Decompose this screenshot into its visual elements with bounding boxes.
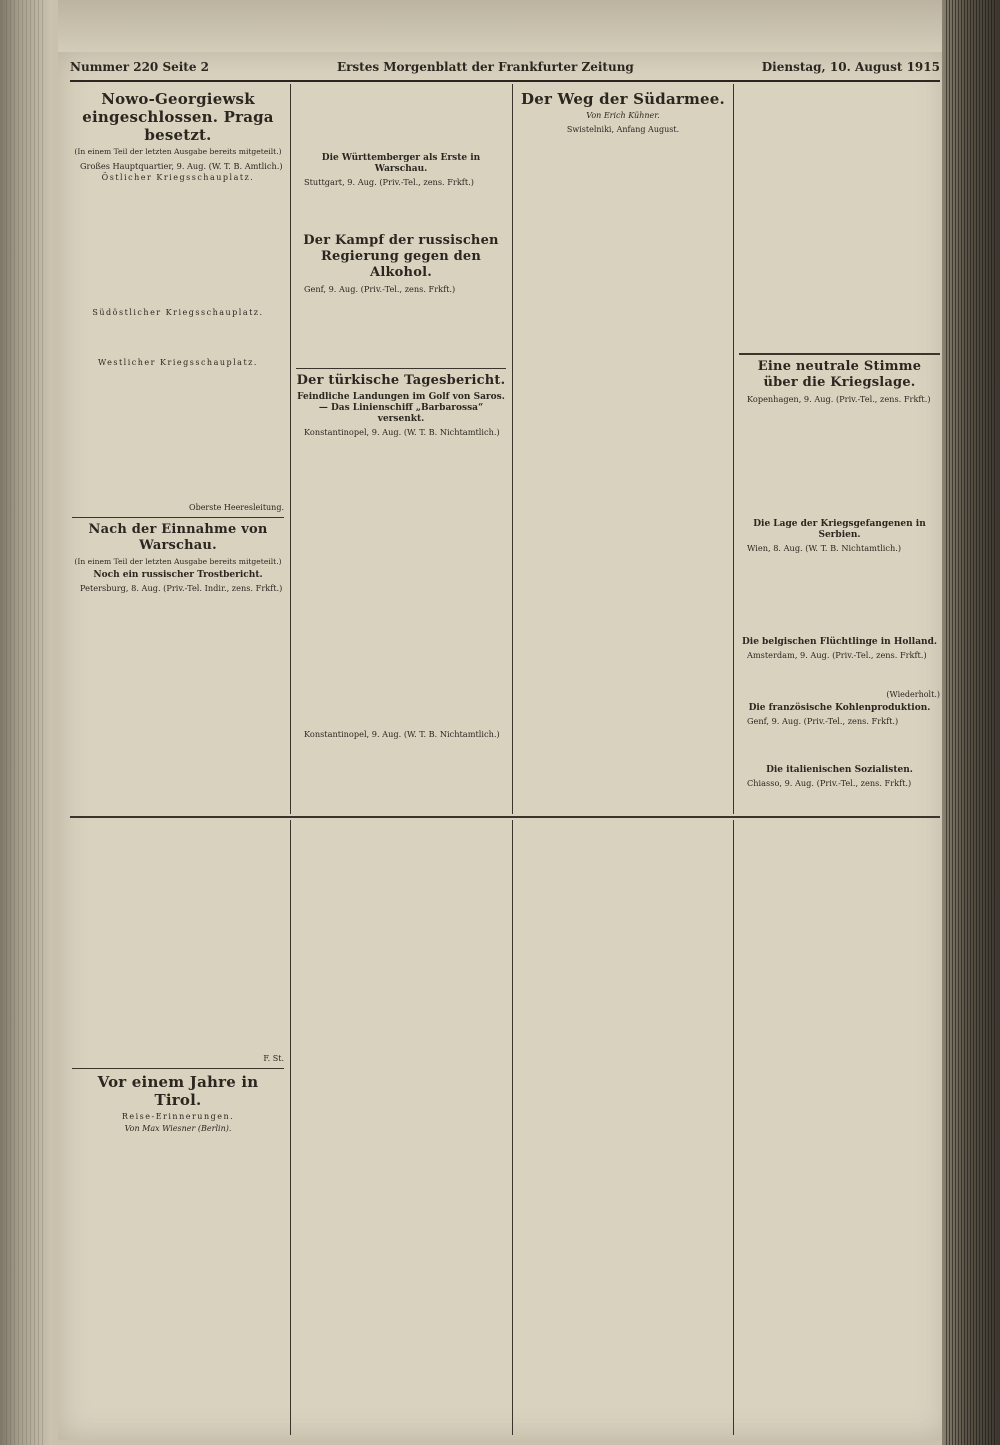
article-body <box>739 86 940 350</box>
divider <box>72 1068 284 1069</box>
divider <box>739 353 940 355</box>
headline-tirol: Vor einem Jahre in Tirol. <box>97 1072 259 1109</box>
article-body <box>739 554 940 634</box>
article-body <box>296 86 506 150</box>
subheadline-trostbericht: Noch ein russischer Trostbericht. <box>93 570 263 581</box>
section-southeastern-front: Südöstlicher Kriegsschauplatz. <box>92 307 264 317</box>
masthead-title: Erstes Morgenblatt der Frankfurter Zeitung <box>336 60 634 74</box>
article-body <box>72 822 284 1054</box>
headline-neutrale-stimme: Eine neutrale Stimme über die Kriegslage. <box>757 359 922 390</box>
headline-italienische-sozialisten: Die italienischen Sozialisten. <box>766 764 913 775</box>
dateline-swistelniki: Swistelniki, Anfang August. <box>566 124 680 134</box>
headline-nowo-georgiewsk: Nowo-Georgiewsk eingeschlossen. Praga besetzt. <box>82 90 274 144</box>
article-body <box>739 728 940 762</box>
column-rule-6 <box>733 820 734 1435</box>
headline-wuerttemberger: Die Württemberger als Erste in Warschau. <box>321 153 481 174</box>
section-eastern-front: Östlicher Kriegsschauplatz. <box>101 173 255 183</box>
feuilleton-column-1 <box>72 822 284 1434</box>
page-top-margin <box>58 0 948 52</box>
column-rule-1 <box>290 84 291 814</box>
article-body <box>296 439 506 729</box>
binding-gutter <box>0 0 52 1445</box>
column-4 <box>739 86 940 814</box>
column-3 <box>518 86 728 814</box>
dateline-genf-kohle: Genf, 9. Aug. (Priv.-Tel., zens. Frkft.) <box>747 716 899 727</box>
article-body <box>72 371 284 501</box>
column-2 <box>296 86 506 814</box>
column-1 <box>72 86 284 814</box>
dateline-hauptquartier: Großes Hauptquartier, 9. Aug. (W. T. B. Amtlich.) <box>80 160 283 171</box>
dateline-kopenhagen: Kopenhagen, 9. Aug. (Priv.-Tel., zens. Frkft.) <box>747 394 931 404</box>
article-body <box>296 189 506 229</box>
note-wiederholt: (Wiederholt.) <box>886 689 940 699</box>
book-edge-texture <box>946 0 996 1445</box>
dateline-stuttgart: Stuttgart, 9. Aug. (Priv.-Tel., zens. Frkft.) <box>304 177 474 187</box>
dateline-wien: Wien, 8. Aug. (W. T. B. Nichtamtlich.) <box>747 542 902 553</box>
dateline-petersburg: Petersburg, 8. Aug. (Priv.-Tel. Indir., zens. Frkft.) <box>80 583 283 594</box>
headline-weg-suedarmee: Der Weg der Südarmee. <box>521 90 725 108</box>
headline-tuerkischer-tagesbericht: Der türkische Tagesbericht. <box>296 373 506 389</box>
headline-kohlenproduktion: Die französische Kohlenproduktion. <box>748 703 931 714</box>
byline-kuehner: Von Erich Kühner. <box>586 111 660 120</box>
dateline-chiasso: Chiasso, 9. Aug. (Priv.-Tel., zens. Frkft.) <box>747 777 912 788</box>
feuilleton-signature: F. St. <box>263 1054 284 1063</box>
article-body <box>296 295 506 365</box>
feuilleton-rule <box>70 816 940 818</box>
headline-kampf-alkohol: Der Kampf der russischen Regierung gegen den Alkohol. <box>303 232 499 280</box>
header-rule <box>70 80 940 82</box>
column-rule-4 <box>290 820 291 1435</box>
dateline-konstantinopel-2: Konstantinopel, 9. Aug. (W. T. B. Nichtamtlich.) <box>304 728 500 739</box>
issue-number: Nummer 220 Seite 2 <box>70 60 210 74</box>
divider <box>296 368 506 369</box>
subheadline-saros-barbarossa: Feindliche Landungen im Golf von Saros. — Das Linienschiff „Barbarossa“ versenkt. <box>297 392 505 425</box>
article-body <box>72 186 284 306</box>
subheadline-reise-erinnerungen: Reise-Erinnerungen. <box>121 1111 235 1121</box>
article-body <box>739 406 940 516</box>
headline-einnahme-warschau: Nach der Einnahme von Warschau. <box>88 521 268 553</box>
article-body <box>739 662 940 690</box>
dateline-amsterdam: Amsterdam, 9. Aug. (Priv.-Tel., zens. Frkft.) <box>747 650 927 661</box>
column-rule-3 <box>733 84 734 814</box>
gutter-texture <box>6 0 46 1445</box>
issue-date: Dienstag, 10. August 1915 <box>761 60 940 74</box>
column-rule-5 <box>512 820 513 1435</box>
divider <box>72 517 284 518</box>
dateline-genf: Genf, 9. Aug. (Priv.-Tel., zens. Frkft.) <box>304 283 456 294</box>
note-previous-edition: (In einem Teil der letzten Ausgabe bereits mitgeteilt.) <box>74 147 282 156</box>
article-body <box>72 320 284 356</box>
byline-wiesner: Von Max Wiesner (Berlin). <box>124 1124 232 1134</box>
headline-belgische-fluechtlinge: Die belgischen Flüchtlinge in Holland. <box>741 637 938 648</box>
book-edge <box>942 0 1000 1445</box>
section-western-front: Westlicher Kriegsschauplatz. <box>98 358 258 368</box>
page-header <box>70 58 940 76</box>
column-rule-2 <box>512 84 513 814</box>
headline-kriegsgefangene-serbien: Die Lage der Kriegsgefangenen in Serbien. <box>753 518 926 540</box>
note-previous-edition-2: (In einem Teil der letzten Ausgabe bereits mitgeteilt.) <box>74 556 282 566</box>
signature-oberste-heeresleitung: Oberste Heeresleitung. <box>189 502 284 512</box>
dateline-konstantinopel: Konstantinopel, 9. Aug. (W. T. B. Nichtamtlich.) <box>304 427 500 438</box>
